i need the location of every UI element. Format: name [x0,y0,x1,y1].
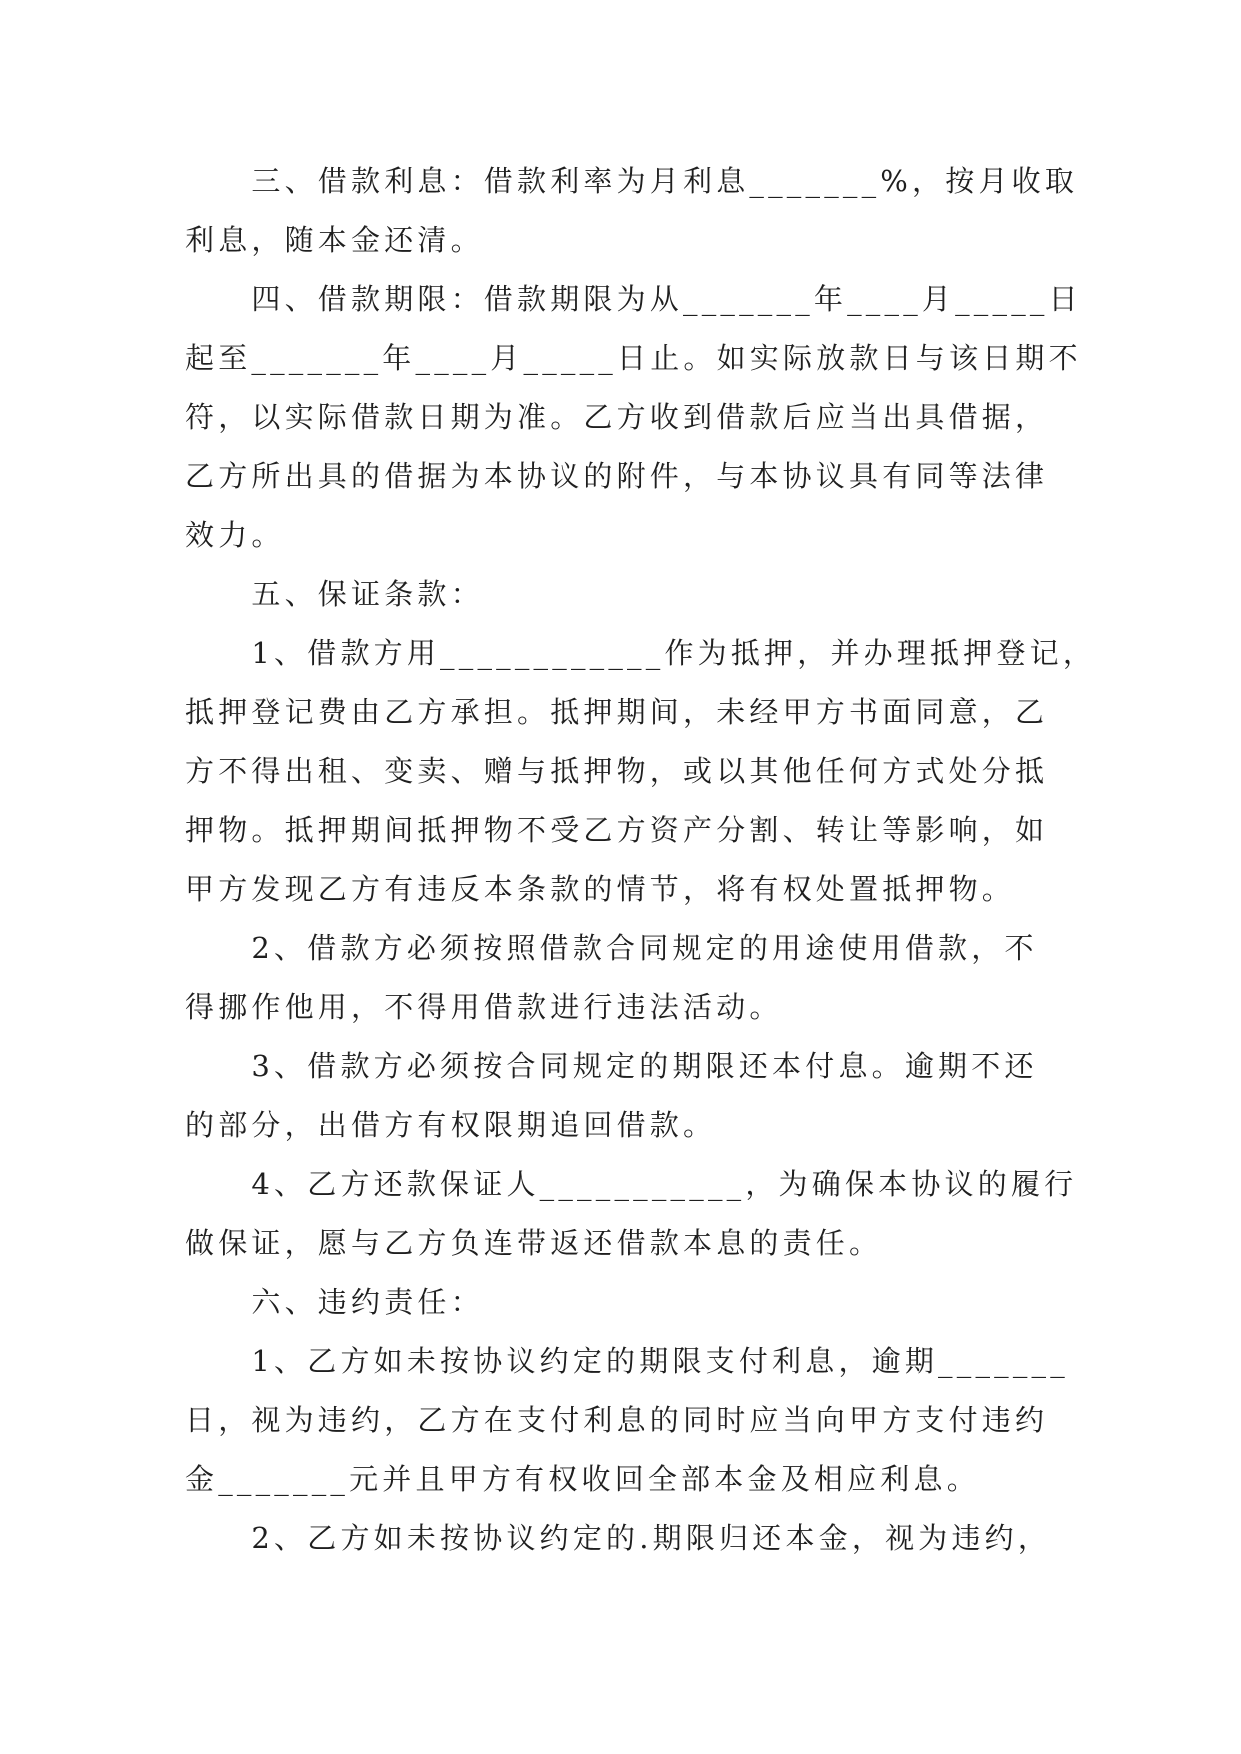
text-line: 4、乙方还款保证人___________，为确保本协议的履行 [185,1167,1078,1201]
text-line: 五、保证条款： [185,577,484,611]
text-line: 做保证，愿与乙方负连带返还借款本息的责任。 [185,1226,883,1260]
text-line: 甲方发现乙方有违反本条款的情节，将有权处置抵押物。 [185,872,1016,906]
text-line: 日，视为违约，乙方在支付利息的同时应当向甲方支付违约 [185,1403,1049,1437]
text-line: 1、借款方用____________作为抵押，并办理抵押登记， [185,636,1097,670]
text-line: 方不得出租、变卖、赠与抵押物，或以其他任何方式处分抵 [185,754,1049,788]
text-line: 乙方所出具的借据为本协议的附件，与本协议具有同等法律 [185,459,1049,493]
text-line: 3、借款方必须按合同规定的期限还本付息。逾期不还 [185,1049,1038,1083]
text-line: 金_______元并且甲方有权收回全部本金及相应利息。 [185,1462,980,1496]
text-line: 六、违约责任： [185,1285,484,1319]
text-line: 抵押登记费由乙方承担。抵押期间，未经甲方书面同意，乙 [185,695,1049,729]
text-line: 的部分，出借方有权限期追回借款。 [185,1108,717,1142]
text-line: 押物。抵押期间抵押物不受乙方资产分割、转让等影响，如 [185,813,1049,847]
text-line: 利息，随本金还清。 [185,223,484,257]
text-line: 效力。 [185,518,285,552]
text-line: 2、乙方如未按协议约定的.期限归还本金，视为违约， [185,1521,1052,1555]
contract-body-text [185,152,1097,1568]
text-line: 2、借款方必须按照借款合同规定的用途使用借款，不 [185,931,1038,965]
text-line: 1、乙方如未按协议约定的期限支付利息，逾期_______ [185,1344,1069,1378]
text-line: 四、借款期限：借款期限为从_______年____月_____日 [185,282,1082,316]
text-line: 得挪作他用，不得用借款进行违法活动。 [185,990,783,1024]
text-line: 符，以实际借款日期为准。乙方收到借款后应当出具借据， [185,400,1049,434]
text-line: 三、借款利息：借款利率为月利息_______%，按月收取 [185,164,1079,198]
text-line: 起至_______年____月_____日止。如实际放款日与该日期不 [185,341,1082,375]
